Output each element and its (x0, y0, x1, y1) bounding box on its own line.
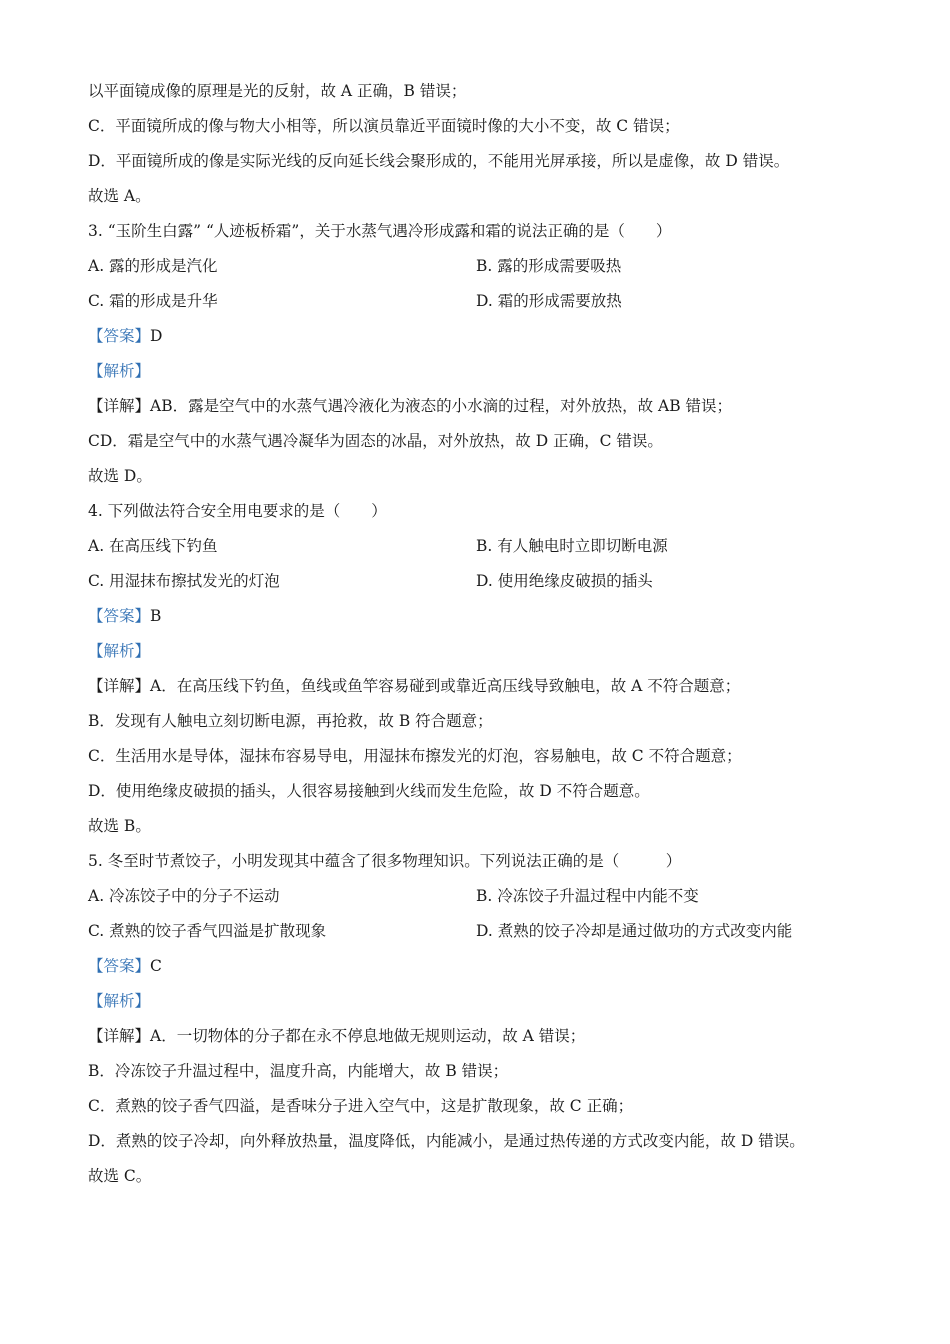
q5-option-a: A. 冷冻饺子中的分子不运动 (88, 887, 280, 905)
q4-analysis-tag: 【解析】 (88, 642, 151, 660)
q4-option-a: A. 在高压线下钓鱼 (88, 537, 218, 555)
q3-detail-line (88, 394, 870, 418)
q4-detail-line: B．发现有人触电立刻切断电源，再抢救，故 B 符合题意； (88, 712, 493, 730)
q5-detail-line (88, 1024, 870, 1048)
q4-option-b: B. 有人触电时立即切断电源 (476, 537, 668, 555)
answer-value: B (150, 607, 162, 625)
q4-detail-line (88, 674, 870, 698)
q4-detail-line: D．使用绝缘皮破损的插头，人很容易接触到火线而发生危险，故 D 不符合题意。 (88, 782, 650, 800)
paragraph-line: D．平面镜所成的像是实际光线的反向延长线会聚形成的，不能用光屏承接，所以是虚像，故 D 错误。 (88, 152, 790, 170)
question-4-stem: 4. 下列做法符合安全用电要求的是（ ） (88, 502, 387, 520)
question-3-stem: 3. “玉阶生白露” “人迹板桥霜”，关于水蒸气遇冷形成露和霜的说法正确的是（ ） (88, 222, 672, 240)
q5-option-c: C. 煮熟的饺子香气四溢是扩散现象 (88, 922, 327, 940)
q3-answer-line (88, 324, 870, 348)
q5-detail-line: D．煮熟的饺子冷却，向外释放热量，温度降低，内能减小，是通过热传递的方式改变内能，故 D 错误。 (88, 1132, 805, 1150)
q4-detail-line: C．生活用水是导体，湿抹布容易导电，用湿抹布擦发光的灯泡，容易触电，故 C 不符合题意； (88, 747, 742, 765)
paragraph-line: C．平面镜所成的像与物大小相等，所以演员靠近平面镜时像的大小不变，故 C 错误； (88, 117, 680, 135)
detail-tag: 【详解】 (88, 1027, 151, 1045)
q3-analysis-tag: 【解析】 (88, 362, 151, 380)
q3-conclusion: 故选 D。 (88, 467, 152, 485)
q4-conclusion: 故选 B。 (88, 817, 151, 835)
detail-tag: 【详解】 (88, 397, 151, 415)
answer-tag: 【答案】 (88, 957, 151, 975)
q5-option-b: B. 冷冻饺子升温过程中内能不变 (476, 887, 699, 905)
q3-detail-line: CD．霜是空气中的水蒸气遇冷凝华为固态的冰晶，对外放热，故 D 正确，C 错误。 (88, 432, 663, 450)
answer-value: D (150, 327, 163, 345)
q4-option-d: D. 使用绝缘皮破损的插头 (476, 572, 653, 590)
answer-value: C (150, 957, 162, 975)
q4-option-c: C. 用湿抹布擦拭发光的灯泡 (88, 572, 280, 590)
q5-answer-line (88, 954, 870, 978)
q5-option-d: D. 煮熟的饺子冷却是通过做功的方式改变内能 (476, 922, 793, 940)
detail-text: A．一切物体的分子都在永不停息地做无规则运动，故 A 错误； (150, 1027, 586, 1045)
question-5-stem: 5. 冬至时节煮饺子，小明发现其中蕴含了很多物理知识。下列说法正确的是（ ） (88, 852, 682, 870)
answer-tag: 【答案】 (88, 327, 151, 345)
q3-option-d: D. 霜的形成需要放热 (476, 292, 622, 310)
conclusion-line: 故选 A。 (88, 187, 151, 205)
q3-option-a: A. 露的形成是汽化 (88, 257, 218, 275)
q5-analysis-tag: 【解析】 (88, 992, 151, 1010)
q5-conclusion: 故选 C。 (88, 1167, 152, 1185)
detail-text: A．在高压线下钓鱼，鱼线或鱼竿容易碰到或靠近高压线导致触电，故 A 不符合题意； (150, 677, 741, 695)
q5-detail-line: B．冷冻饺子升温过程中，温度升高，内能增大，故 B 错误； (88, 1062, 509, 1080)
q3-option-c: C. 霜的形成是升华 (88, 292, 218, 310)
q4-answer-line (88, 604, 870, 628)
paragraph-line: 以平面镜成像的原理是光的反射，故 A 正确，B 错误； (88, 82, 467, 100)
detail-text: AB．露是空气中的水蒸气遇冷液化为液态的小水滴的过程，对外放热，故 AB 错误； (150, 397, 733, 415)
q5-detail-line: C．煮熟的饺子香气四溢，是香味分子进入空气中，这是扩散现象，故 C 正确； (88, 1097, 634, 1115)
detail-tag: 【详解】 (88, 677, 151, 695)
answer-tag: 【答案】 (88, 607, 151, 625)
q3-option-b: B. 露的形成需要吸热 (476, 257, 622, 275)
